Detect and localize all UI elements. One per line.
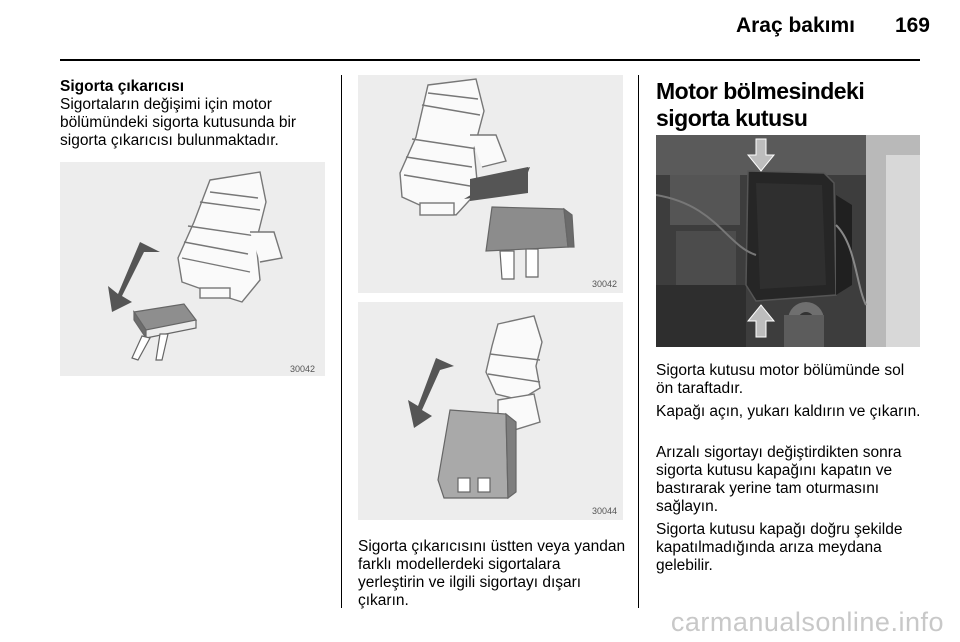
column-divider-1: [341, 75, 342, 608]
fuse-puller-instructions: Sigorta çıkarıcısını üstten veya yandan farklı modellerdeki sigortalara yerleştirin ve ilgili sigortayı dışarı çıkarın.: [358, 538, 626, 609]
fuse-box-close-text: Arızalı sigortayı değiştirdikten sonra sigorta kutusu kapağını kapatın ve bastırarak yerine tam oturmasını sağlayın.: [656, 444, 902, 515]
arrow-icon: [108, 242, 160, 312]
fuse-puller-heading: Sigorta çıkarıcısı: [60, 78, 185, 95]
page-number: 169: [894, 14, 930, 37]
column-divider-2: [638, 75, 639, 608]
fuse-puller-figure: [60, 162, 325, 376]
section-title: Araç bakımı: [735, 14, 855, 37]
figure-code: 30042: [290, 364, 316, 374]
fuse-box-heading: Motor bölmesindeki sigorta kutusu: [656, 78, 865, 131]
arrow-icon: [408, 358, 454, 428]
engine-fuse-box-photo: [656, 135, 920, 347]
header-rule: [60, 59, 920, 61]
fuse-puller-text: Sigortaların değişimi için motor bölümündeki sigorta kutusunda bir sigorta çıkarıcısı bulunmaktadır.: [60, 96, 297, 149]
fuse-puller-side-figure: [358, 302, 623, 520]
watermark: carmanualsonline.info: [670, 607, 944, 637]
fuse-box-location-text: Sigorta kutusu motor bölümünde sol ön taraftadır.: [656, 362, 905, 397]
figure-code: 30042: [592, 279, 618, 289]
fuse-box-warning-text: Sigorta kutusu kapağı doğru şekilde kapatılmadığında arıza meydana gelebilir.: [656, 521, 903, 574]
figure-code: 30044: [592, 506, 618, 516]
fuse-puller-top-figure: [358, 75, 623, 293]
fuse-box-open-text: Kapağı açın, yukarı kaldırın ve çıkarın.: [656, 403, 921, 420]
